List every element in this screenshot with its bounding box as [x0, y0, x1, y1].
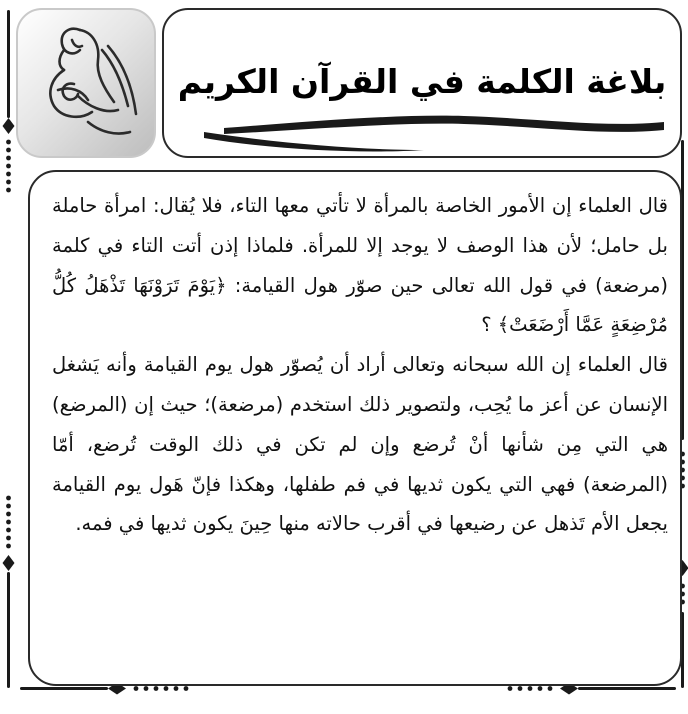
article-body: [52, 186, 668, 544]
emblem: [16, 8, 156, 158]
paragraph-question: قال العلماء إن الأمور الخاصة بالمرأة لا تأتي معها التاء، فلا يُقال: امرأة حاملة بل حامل؛ لأن هذا الوصف لا يوجد إلا للمرأة. فلماذا إذن أتت التاء في كلمة (مرضعة) في قول الله تعالى حين صوّر هول القيامة: ﴿يَوْمَ تَرَوْنَهَا تَذْهَلُ كُلُّ مُرْضِعَةٍ عَمَّا أَرْضَعَتْ﴾ ؟: [52, 194, 668, 337]
left-ornament: [3, 10, 15, 688]
paragraph-answer: قال العلماء إن الله سبحانه وتعالى أراد أن يُصوّر هول يوم القيامة وأنه يَشغل الإنسان عن أعز ما يُحِب، ولتصوير ذلك استخدم (مرضعة)؛ حيث إن (المرضع) هي التي مِن شأنها أنْ تُرضع وإن لم تكن في ذلك الوقت تُرضع، أمّا (المرضعة) فهي التي يكون ثديها في فم طفلها، وهكذا فإنّ هَول يوم القيامة يجعل الأم تَذهل عن رضيعها في أقرب حالاته منها حِينَ يكون ثديها في فمه.: [52, 353, 668, 536]
page-title: بلاغة الكلمة في القرآن الكريم: [177, 62, 667, 101]
title-panel: [162, 8, 682, 158]
mother-nursing-icon: [18, 10, 154, 156]
